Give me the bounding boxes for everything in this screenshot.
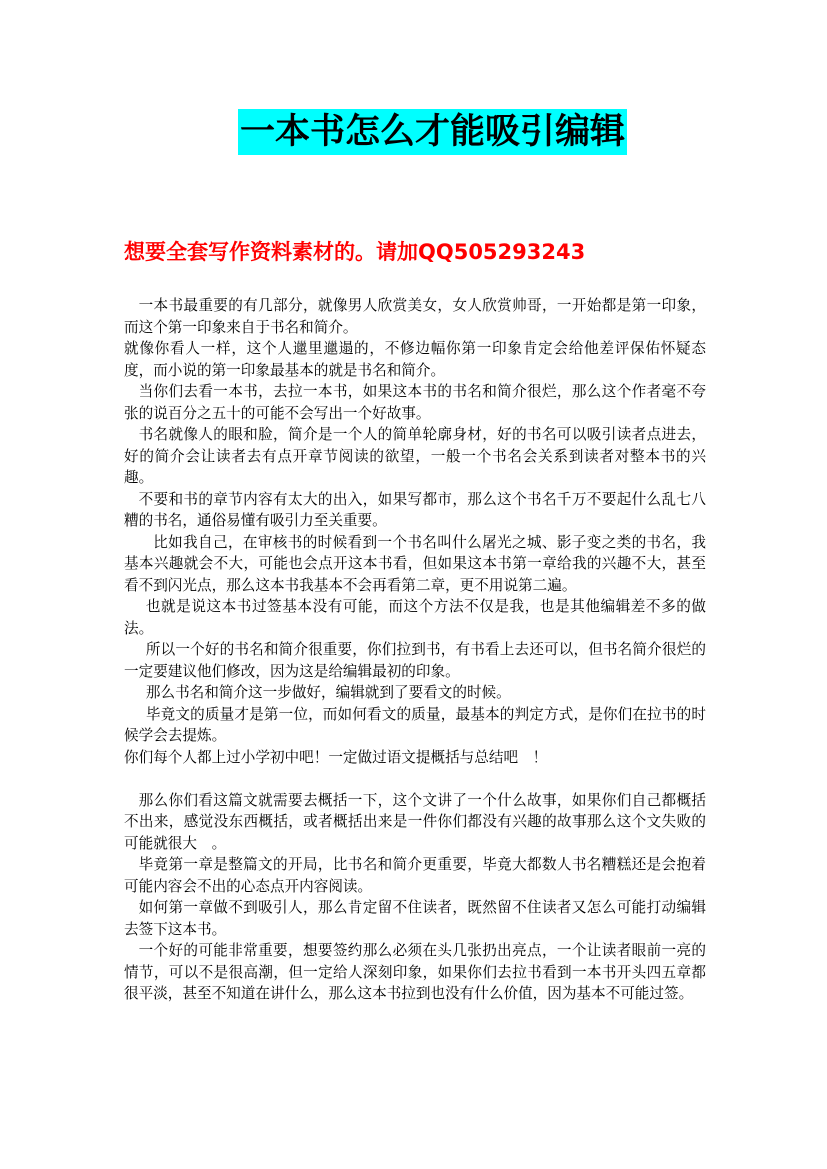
paragraph: 毕竟第一章是整篇文的开局，比书名和简介更重要，毕竟大都数人书名糟糕还是会抱着可能内容会不出的心态点开内容阅读。: [124, 856, 706, 895]
paragraph: 毕竟文的质量才是第一位，而如何看文的质量，最基本的判定方式，是你们在拉书的时候学会去提炼。: [124, 705, 706, 744]
paragraph: 不要和书的章节内容有太大的出入，如果写都市，那么这个书名千万不要起什么乱七八糟的书名，通俗易懂有吸引力至关重要。: [124, 490, 706, 529]
paragraph: 当你们去看一本书，去拉一本书，如果这本书的书名和简介很烂，那么这个作者毫不夸张的说百分之五十的可能不会写出一个好故事。: [124, 383, 706, 422]
promo-line: 想要全套写作资料素材的。请加QQ505293243: [124, 240, 586, 264]
paragraph-gap: [124, 768, 706, 790]
paragraph: 比如我自己，在审核书的时候看到一个书名叫什么屠光之城、影子变之类的书名，我基本兴趣就会不大，可能也会点开这本书看，但如果这本书第一章给我的兴趣不大，甚至看不到闪光点，那么这本书我基本不会再看第二章，更不用说第二遍。: [124, 533, 706, 594]
document-title: 一本书怎么才能吸引编辑: [238, 109, 627, 155]
paragraph: 也就是说这本书过签基本没有可能，而这个方法不仅是我，也是其他编辑差不多的做法。: [124, 598, 706, 637]
paragraph: 那么你们看这篇文就需要去概括一下，这个文讲了一个什么故事，如果你们自己都概括不出来，感觉没东西概括，或者概括出来是一件你们都没有兴趣的故事那么这个文失败的可能就很大 。: [124, 791, 706, 852]
paragraph: 就像你看人一样，这个人邋里邋遢的，不修边幅你第一印象肯定会给他差评保佑怀疑态度，而小说的第一印象最基本的就是书名和简介。: [124, 340, 706, 379]
paragraph: 书名就像人的眼和脸，简介是一个人的简单轮廓身材，好的书名可以吸引读者点进去，好的简介会让读者去有点开章节阅读的欲望，一般一个书名会关系到读者对整本书的兴趣。: [124, 426, 706, 486]
paragraph: 如何第一章做不到吸引人，那么肯定留不住读者，既然留不住读者又怎么可能打动编辑去签下这本书。: [124, 899, 706, 938]
paragraph: 所以一个好的书名和简介很重要，你们拉到书，有书看上去还可以，但书名简介很烂的一定要建议他们修改，因为这是给编辑最初的印象。: [124, 641, 706, 680]
title-container: [0, 109, 827, 155]
paragraph: 你们每个人都上过小学初中吧！一定做过语文提概括与总结吧 ！: [124, 748, 548, 766]
paragraph: 那么书名和简介这一步做好，编辑就到了要看文的时候。: [145, 684, 511, 701]
paragraph: 一个好的可能非常重要，想要签约那么必须在头几张扔出亮点，一个让读者眼前一亮的情节，可以不是很高潮，但一定给人深刻印象，如果你们去拉书看到一本书开头四五章都很平淡，甚至不知道在讲什么，那么这本书拉到也没有什么价值，因为基本不可能过签。: [124, 942, 706, 1002]
paragraph: 一本书最重要的有几部分，就像男人欣赏美女，女人欣赏帅哥，一开始都是第一印象，而这个第一印象来自于书名和简介。: [124, 297, 706, 336]
document-body: [124, 295, 706, 1005]
